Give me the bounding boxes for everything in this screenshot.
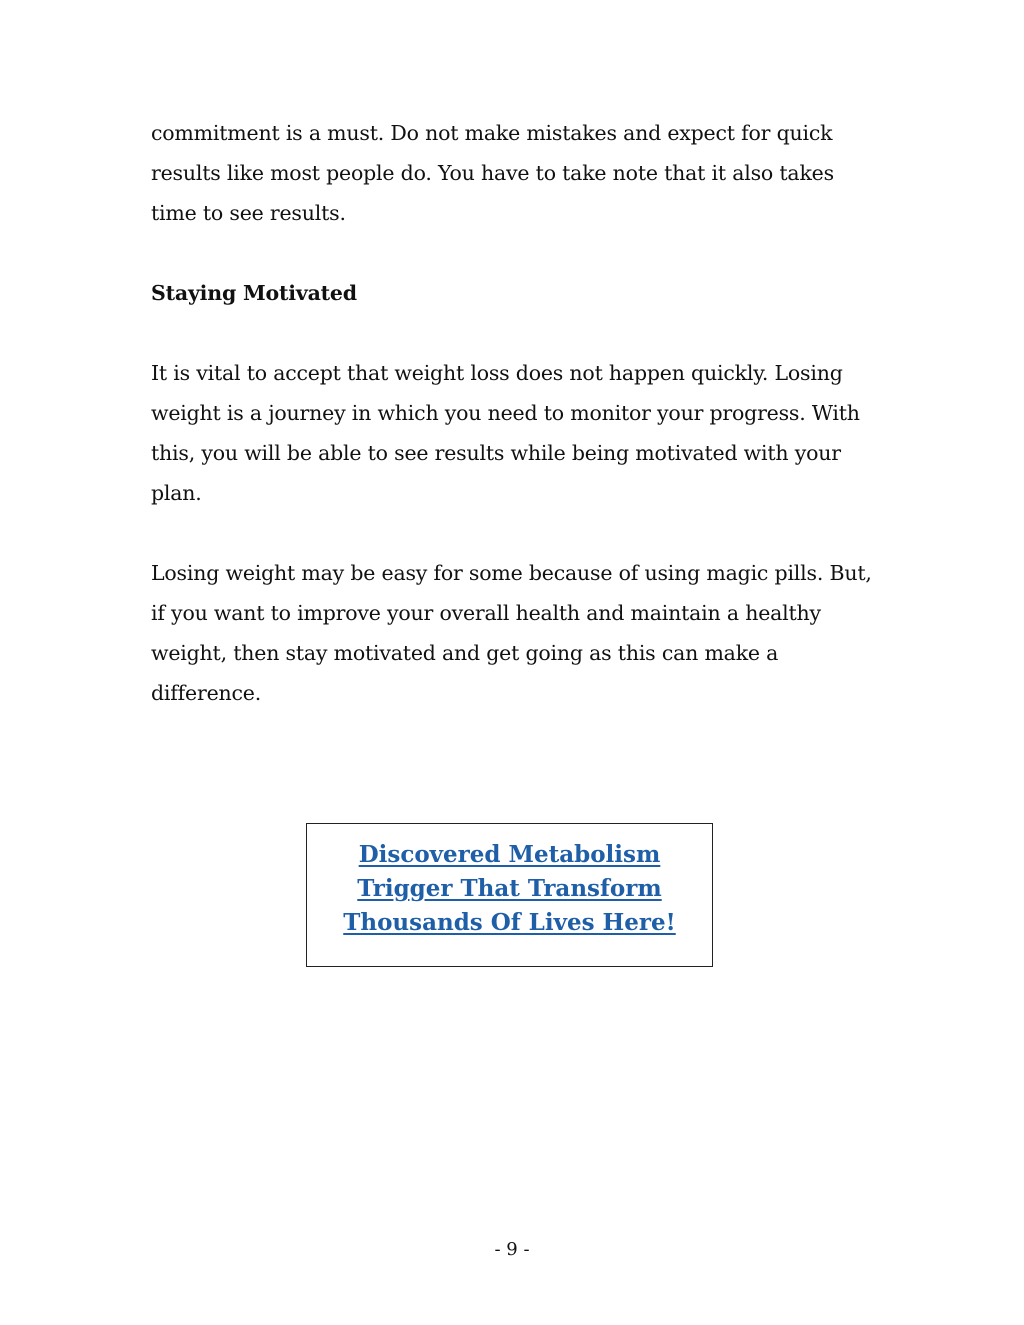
page-number: - 9 - [494,1239,530,1260]
text-line: results like most people do. You have to take note that it also takes [151,161,834,185]
paragraph-vital-to-accept [151,353,881,513]
cta-box [306,823,713,967]
text-line: Losing weight may be easy for some because of using magic pills. But, [151,561,872,585]
text-line: if you want to improve your overall health and maintain a healthy [151,601,821,625]
text-line: time to see results. [151,201,346,225]
section-heading: Staying Motivated [151,281,357,305]
text-line: commitment is a must. Do not make mistakes and expect for quick [151,121,833,145]
cta-link-line[interactable]: Discovered Metabolism [358,841,661,868]
paragraph-commitment [151,113,881,233]
paragraph-magic-pills [151,553,881,713]
metabolism-trigger-link[interactable] [343,838,676,940]
text-line: weight is a journey in which you need to monitor your progress. With [151,401,860,425]
text-line: It is vital to accept that weight loss does not happen quickly. Losing [151,361,843,385]
text-line: difference. [151,681,262,705]
cta-link-line[interactable]: Trigger That Transform [357,875,662,902]
cta-link-line[interactable]: Thousands Of Lives Here! [343,909,676,936]
text-line: weight, then stay motivated and get going as this can make a [151,641,779,665]
text-line: this, you will be able to see results while being motivated with your [151,441,841,465]
text-line: plan. [151,481,202,505]
